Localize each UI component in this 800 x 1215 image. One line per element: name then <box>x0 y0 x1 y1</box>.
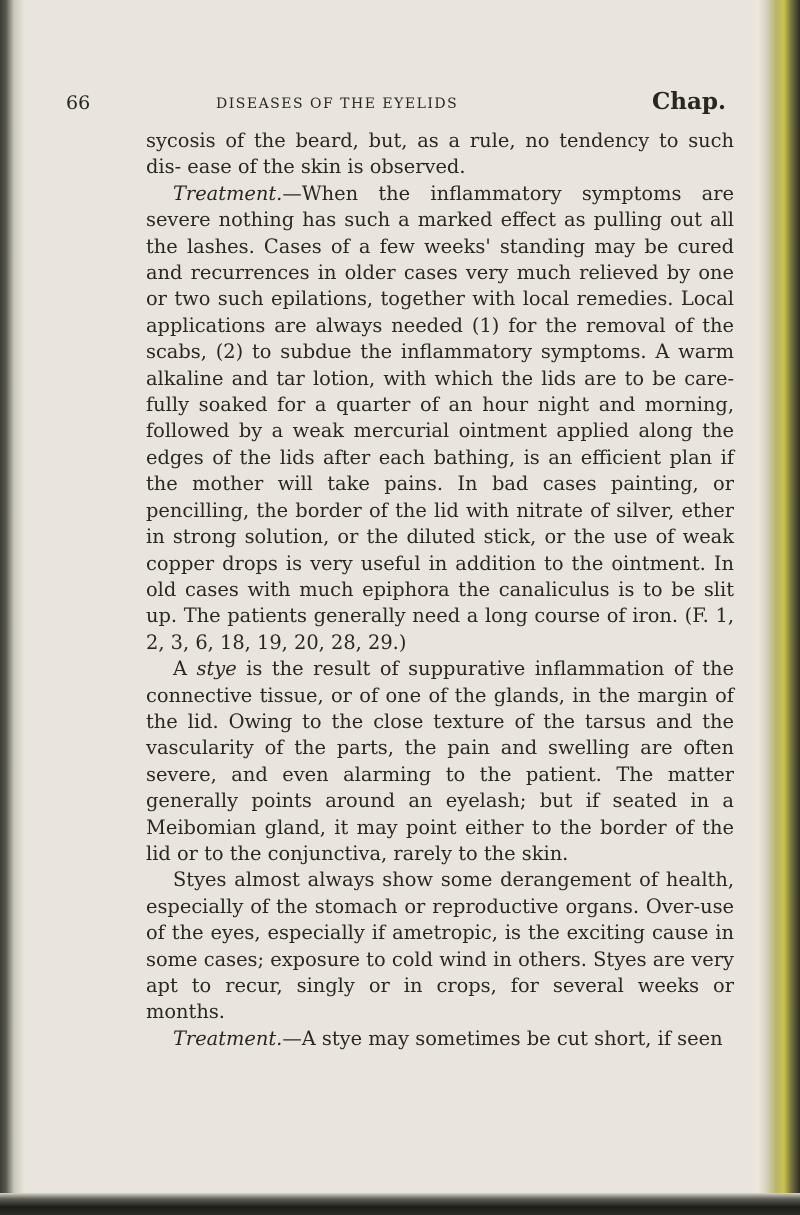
paragraph-text: —A stye may sometimes be cut short, if seen <box>282 1026 723 1050</box>
book-page <box>26 0 756 1193</box>
treatment-heading: Treatment. <box>173 181 283 205</box>
paragraph-text: is the result of suppurative inflammation of the connective tissue, or of one of the glands, in the margin of the lid. Owing to the close texture of the tarsus and the vascularity of the parts, the pain and swelling are often severe, and even alarming to the patient. The matter generally points around an eyelash; but if seated in a Meibomian gland, it may point either to the border of the lid or to the conjunctiva, rarely to the skin. <box>146 657 734 865</box>
chapter-label: Chap. <box>651 88 726 115</box>
stye-term: stye <box>196 657 237 681</box>
page-header <box>66 88 726 118</box>
book-binding-edge <box>0 0 26 1215</box>
paragraph-treatment-stye <box>146 1026 734 1052</box>
paragraph-stye-definition <box>146 656 734 867</box>
paragraph-treatment-sycosis <box>146 181 734 656</box>
page-number: 66 <box>66 92 91 114</box>
body-text <box>146 128 734 1052</box>
page-edge-bottom <box>0 1193 800 1215</box>
page-edge-right <box>756 0 800 1215</box>
paragraph-text: —When the inflammatory symptoms are severe nothing has such a marked effect as pulling out all the lashes. Cases of a few weeks' standing may be cured and recurrences in older cases very much relieved by one or two such epilations, together with local remedies. Local applications are always needed (1) for the removal of the scabs, (2) to subdue the inflammatory symptoms. A warm alkaline and tar lotion, with which the lids are to be care- fully soaked for a quarter of an hour night and morning, followed by a weak mercurial ointment applied along the edges of the lids after each bathing, is an efficient plan if the mother will take pains. In bad cases painting, or pencilling, the border of the lid with nitrate of silver, ether in strong solution, or the diluted stick, or the use of weak copper drops is very useful in addition to the ointment. In old cases with much epiphora the canaliculus is to be slit up. The patients generally need a long course of iron. (F. 1, 2, 3, 6, 18, 19, 20, 28, 29.) <box>146 181 734 654</box>
running-head: DISEASES OF THE EYELIDS <box>216 96 459 112</box>
paragraph-prefix: A <box>173 657 197 681</box>
treatment-heading: Treatment. <box>173 1026 283 1050</box>
paragraph-stye-causes: Styes almost always show some derangement of health, especially of the stomach or reproductive organs. Over-use of the eyes, especially if ametropic, is the exciting cause in some cases; exposure to cold wind in others. Styes are very apt to recur, singly or in crops, for several weeks or months. <box>146 868 734 1024</box>
paragraph-continued: sycosis of the beard, but, as a rule, no tendency to such dis- ease of the skin is observed. <box>146 129 734 179</box>
